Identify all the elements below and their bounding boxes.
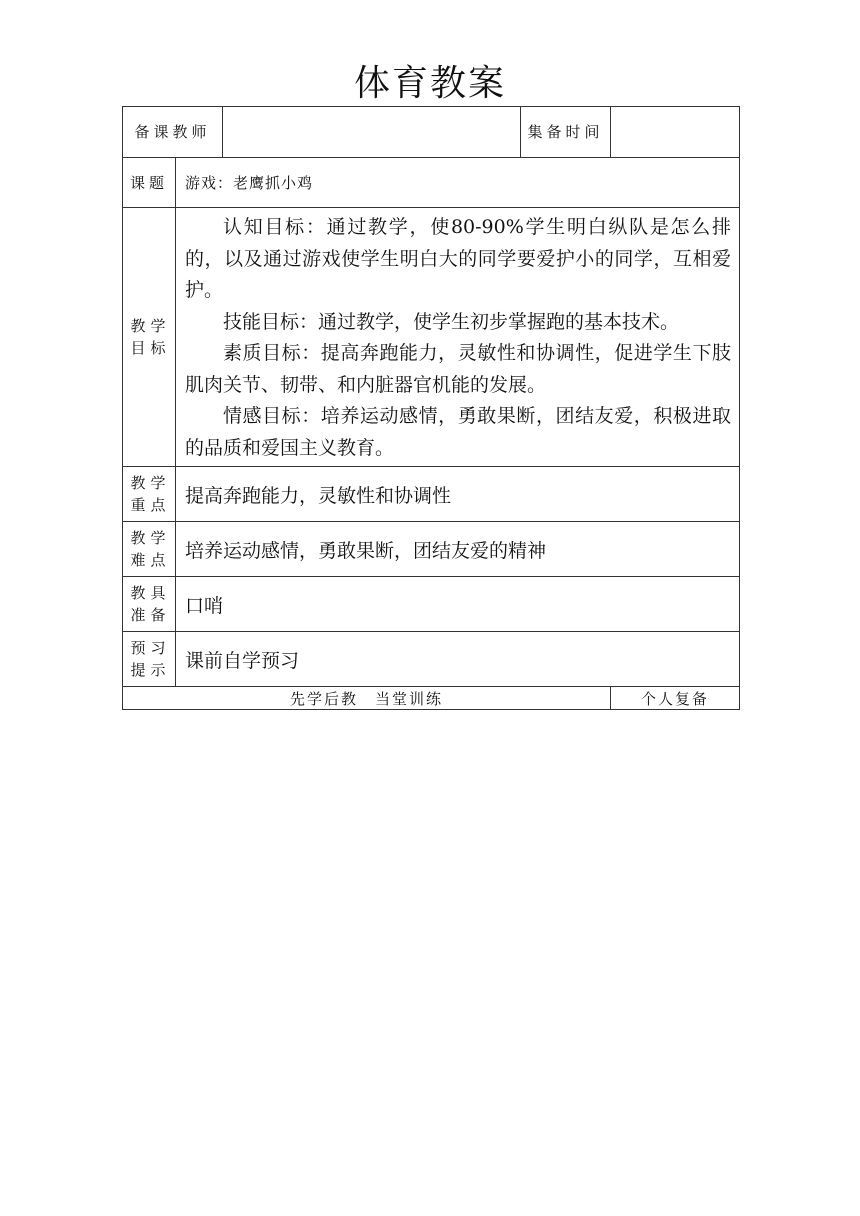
key-points-label-line2: 重点 — [130, 496, 171, 514]
footer-left: 先学后教 当堂训练 — [123, 687, 611, 710]
teacher-value-cell[interactable] — [223, 107, 521, 158]
materials-label-line2: 准备 — [130, 606, 171, 624]
key-points-value: 提高奔跑能力，灵敏性和协调性 — [176, 467, 740, 522]
difficulties-label-line2: 难点 — [130, 551, 171, 569]
materials-label-line1: 教具 — [130, 584, 171, 602]
document-title: 体育教案 — [353, 63, 506, 104]
objective-cognitive: 认知目标：通过教学，使80-90%学生明白纵队是怎么排的，以及通过游戏使学生明白大的同学要爱护小的同学，互相爱护。 — [185, 216, 732, 301]
preview-label-line2: 提示 — [130, 661, 171, 679]
objectives-label-line1: 教学 — [130, 317, 171, 335]
preview-label — [123, 632, 176, 687]
objectives-label — [123, 208, 176, 467]
materials-row — [123, 577, 740, 632]
objective-skill: 技能目标：通过教学，使学生初步掌握跑的基本技术。 — [223, 310, 680, 333]
teacher-label: 备课教师 — [123, 107, 223, 158]
topic-value: 游戏：老鹰抓小鸡 — [176, 158, 740, 208]
preview-value: 课前自学预习 — [176, 632, 740, 687]
objective-quality: 素质目标：提高奔跑能力，灵敏性和协调性，促进学生下肢肌肉关节、韧带、和内脏器官机能的发展。 — [185, 342, 732, 396]
objectives-label-line2: 目标 — [130, 339, 171, 357]
preview-row — [123, 632, 740, 687]
header-row — [123, 107, 740, 158]
key-points-label-line1: 教学 — [130, 474, 171, 492]
key-points-label — [123, 467, 176, 522]
objectives-content — [176, 208, 740, 467]
time-value-cell[interactable] — [611, 107, 740, 158]
difficulties-label-line1: 教学 — [130, 529, 171, 547]
materials-label — [123, 577, 176, 632]
footer-row — [123, 687, 740, 710]
difficulties-label — [123, 522, 176, 577]
footer-right: 个人复备 — [611, 687, 740, 710]
key-points-row — [123, 467, 740, 522]
difficulties-value: 培养运动感情，勇敢果断，团结友爱的精神 — [176, 522, 740, 577]
preview-label-line1: 预习 — [130, 639, 171, 657]
materials-value: 口哨 — [176, 577, 740, 632]
topic-label: 课题 — [123, 158, 176, 208]
time-label: 集备时间 — [521, 107, 611, 158]
objective-emotion: 情感目标：培养运动感情，勇敢果断，团结友爱，积极进取的品质和爱国主义教育。 — [185, 405, 732, 459]
difficulties-row — [123, 522, 740, 577]
topic-row — [123, 158, 740, 208]
objectives-row — [123, 208, 740, 467]
lesson-plan-table — [122, 106, 740, 710]
